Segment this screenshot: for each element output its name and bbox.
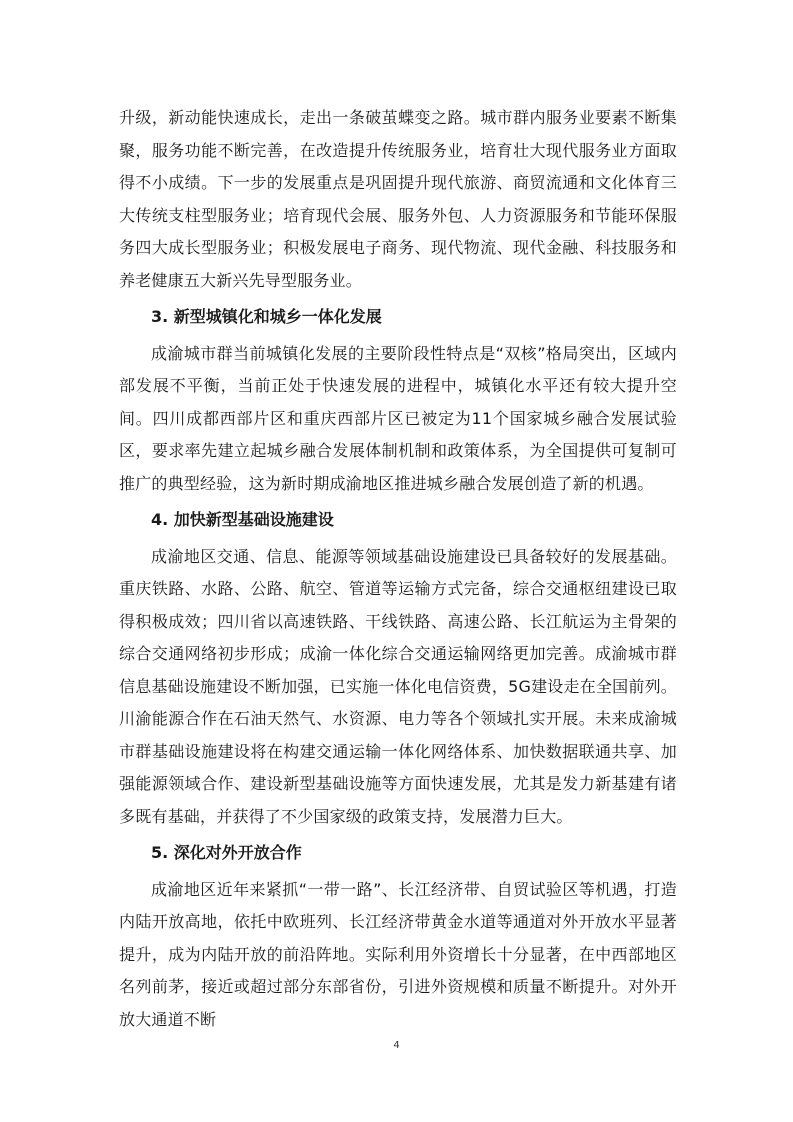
paragraph-urbanization: 成渝城市群当前城镇化发展的主要阶段性特点是“双核”格局突出，区域内部发展不平衡，当前正处于快速发展的进程中，城镇化水平还有较大提升空间。四川成都西部片区和重庆西部片区已被定为11个国家城乡融合发展试验区，要求率先建立起城乡融合发展体制机制和政策体系，为全国提供可复制可推广的典型经验，这为新时期成渝地区推进城乡融合发展创造了新的机遇。 [119, 343, 677, 493]
section-heading-infrastructure: 4. 加快新型基础设施建设 [151, 510, 334, 529]
paragraph-opening-up: 成渝地区近年来紧抓“一带一路”、长江经济带、自贸试验区等机遇，打造内陆开放高地，依托中欧班列、长江经济带黄金水道等通道对外开放水平显著提升，成为内陆开放的前沿阵地。实际利用外资增长十分显著，在中西部地区名列前茅，接近或超过部分东部省份，引进外资规模和质量不断提升。对外开放大通道不断 [119, 879, 677, 1029]
section-heading-opening-up: 5. 深化对外开放合作 [151, 843, 302, 862]
page-number: 4 [393, 1040, 400, 1051]
document-body [119, 102, 677, 1036]
section-heading-urbanization: 3. 新型城镇化和城乡一体化发展 [151, 307, 382, 326]
paragraph-services: 升级，新动能快速成长，走出一条破茧蝶变之路。城市群内服务业要素不断集聚，服务功能不断完善，在改造提升传统服务业，培育壮大现代服务业方面取得不小成绩。下一步的发展重点是巩固提升现代旅游、商贸流通和文化体育三大传统支柱型服务业；培育现代会展、服务外包、人力资源服务和节能环保服务四大成长型服务业；积极发展电子商务、现代物流、现代金融、科技服务和养老健康五大新兴先导型服务业。 [119, 108, 677, 290]
paragraph-infrastructure: 成渝地区交通、信息、能源等领域基础设施建设已具备较好的发展基础。重庆铁路、水路、公路、航空、管道等运输方式完备，综合交通枢纽建设已取得积极成效；四川省以高速铁路、干线铁路、高速公路、长江航运为主骨架的综合交通网络初步形成；成渝一体化综合交通运输网络更加完善。成渝城市群信息基础设施建设不断加强，已实施一体化电信资费，5G建设走在全国前列。川渝能源合作在石油天然气、水资源、电力等各个领域扎实开展。未来成渝城市群基础设施建设将在构建交通运输一体化网络体系、加快数据联通共享、加强能源领域合作、建设新型基础设施等方面快速发展，尤其是发力新基建有诸多既有基础，并获得了不少国家级的政策支持，发展潜力巨大。 [119, 546, 677, 826]
